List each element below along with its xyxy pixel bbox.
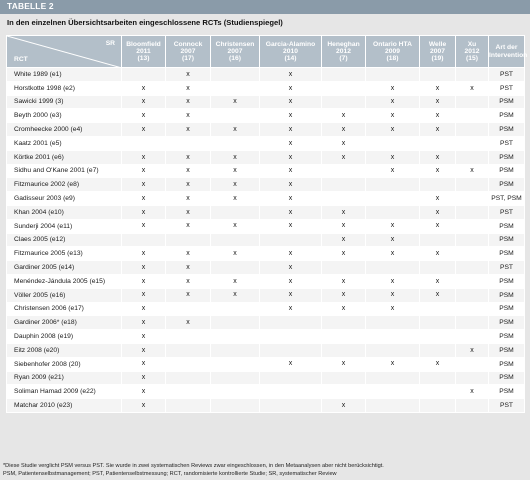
inclusion-cell: x	[456, 385, 489, 399]
study-cell: Völler 2005 (e16)	[7, 288, 122, 302]
footnote-asterisk: *Diese Studie verglicht PSM versus PST. Sie wurde in zwei systematischen Reviews zwar eingeschlossen, in den Metaanalysen aber nicht berücksichtigt.	[3, 463, 384, 469]
table-row	[7, 399, 525, 413]
inclusion-cell: x	[211, 95, 260, 109]
inclusion-cell: x	[322, 205, 366, 219]
inclusion-cell: x	[122, 123, 166, 137]
inclusion-cell: x	[260, 357, 322, 371]
inclusion-cell	[211, 316, 260, 330]
inclusion-cell	[166, 399, 211, 413]
inclusion-cell: x	[122, 81, 166, 95]
intervention-type-cell: PSM	[489, 95, 525, 109]
study-cell: Sunderji 2004 (e11)	[7, 219, 122, 233]
inclusion-cell: x	[166, 150, 211, 164]
review-header: Christensen 2007 (16)	[211, 36, 260, 68]
inclusion-cell: x	[166, 123, 211, 137]
inclusion-cell	[166, 343, 211, 357]
inclusion-cell	[211, 357, 260, 371]
inclusion-cell	[211, 385, 260, 399]
table-row	[7, 343, 525, 357]
inclusion-cell: x	[122, 371, 166, 385]
inclusion-cell	[456, 68, 489, 82]
inclusion-cell: x	[366, 81, 420, 95]
table-row	[7, 68, 525, 82]
inclusion-cell: x	[456, 164, 489, 178]
inclusion-cell	[260, 371, 322, 385]
inclusion-cell	[456, 399, 489, 413]
study-cell: Claes 2005 (e12)	[7, 233, 122, 247]
study-cell: Körtke 2001 (e6)	[7, 150, 122, 164]
inclusion-cell	[456, 330, 489, 344]
inclusion-cell: x	[122, 274, 166, 288]
inclusion-cell	[322, 164, 366, 178]
table-row	[7, 95, 525, 109]
intervention-type-cell: PSM	[489, 233, 525, 247]
inclusion-cell	[420, 178, 456, 192]
intervention-type-cell: PSM	[489, 330, 525, 344]
review-header: Xu 2012 (15)	[456, 36, 489, 68]
inclusion-cell	[366, 261, 420, 275]
inclusion-cell: x	[122, 288, 166, 302]
review-header: Bloomfield 2011 (13)	[122, 36, 166, 68]
inclusion-cell	[322, 81, 366, 95]
inclusion-cell	[166, 371, 211, 385]
inclusion-cell: x	[122, 150, 166, 164]
inclusion-cell: x	[122, 385, 166, 399]
inclusion-cell	[122, 233, 166, 247]
intervention-type-cell: PSM	[489, 150, 525, 164]
inclusion-cell	[366, 371, 420, 385]
inclusion-cell: x	[211, 274, 260, 288]
inclusion-cell	[420, 261, 456, 275]
inclusion-cell	[420, 385, 456, 399]
inclusion-cell: x	[420, 164, 456, 178]
table-row	[7, 261, 525, 275]
inclusion-cell	[260, 316, 322, 330]
inclusion-cell: x	[420, 109, 456, 123]
inclusion-cell: x	[260, 123, 322, 137]
inclusion-cell: x	[122, 95, 166, 109]
inclusion-cell	[366, 399, 420, 413]
study-cell: Beyth 2000 (e3)	[7, 109, 122, 123]
table-row	[7, 178, 525, 192]
inclusion-cell	[322, 261, 366, 275]
inclusion-cell	[211, 261, 260, 275]
review-header: Heneghan 2012 (7)	[322, 36, 366, 68]
table-row	[7, 385, 525, 399]
inclusion-cell: x	[420, 95, 456, 109]
header-diagonal-cell	[7, 36, 122, 68]
intervention-type-cell: PSM	[489, 385, 525, 399]
inclusion-cell: x	[166, 192, 211, 206]
inclusion-cell	[260, 330, 322, 344]
study-cell: Siebenhofer 2008 (20)	[7, 357, 122, 371]
inclusion-cell: x	[366, 164, 420, 178]
inclusion-cell	[260, 385, 322, 399]
inclusion-cell	[456, 371, 489, 385]
inclusion-cell: x	[322, 136, 366, 150]
intervention-type-cell: PSM	[489, 123, 525, 137]
inclusion-cell	[322, 343, 366, 357]
inclusion-cell: x	[166, 247, 211, 261]
study-cell: Matchar 2010 (e23)	[7, 399, 122, 413]
table-row	[7, 150, 525, 164]
intervention-type-cell: PSM	[489, 219, 525, 233]
inclusion-cell: x	[420, 274, 456, 288]
inclusion-cell	[211, 399, 260, 413]
inclusion-cell	[420, 233, 456, 247]
inclusion-cell: x	[260, 136, 322, 150]
study-cell: Gardiner 2005 (e14)	[7, 261, 122, 275]
inclusion-cell: x	[260, 68, 322, 82]
review-header: Connock 2007 (17)	[166, 36, 211, 68]
inclusion-cell	[456, 233, 489, 247]
table-label: TABELLE 2	[7, 1, 54, 11]
inclusion-cell: x	[122, 164, 166, 178]
inclusion-cell: x	[322, 274, 366, 288]
table-label-bar	[0, 0, 530, 14]
inclusion-cell: x	[260, 302, 322, 316]
study-cell: Kaatz 2001 (e5)	[7, 136, 122, 150]
study-cell: Fitzmaurice 2002 (e8)	[7, 178, 122, 192]
study-cell: Dauphin 2008 (e19)	[7, 330, 122, 344]
inclusion-cell	[366, 136, 420, 150]
inclusion-cell	[456, 261, 489, 275]
inclusion-cell: x	[260, 150, 322, 164]
inclusion-cell	[211, 233, 260, 247]
inclusion-cell: x	[211, 164, 260, 178]
inclusion-cell	[366, 192, 420, 206]
inclusion-cell	[166, 302, 211, 316]
inclusion-cell: x	[260, 109, 322, 123]
inclusion-cell	[456, 205, 489, 219]
inclusion-cell: x	[420, 81, 456, 95]
study-cell: Menéndez-Jándula 2005 (e15)	[7, 274, 122, 288]
inclusion-cell: x	[166, 164, 211, 178]
inclusion-cell	[260, 343, 322, 357]
inclusion-cell: x	[366, 123, 420, 137]
table-row	[7, 164, 525, 178]
inclusion-cell: x	[122, 302, 166, 316]
inclusion-cell: x	[211, 288, 260, 302]
inclusion-cell	[420, 371, 456, 385]
inclusion-cell: x	[260, 192, 322, 206]
table-row	[7, 205, 525, 219]
inclusion-cell: x	[122, 316, 166, 330]
study-cell: Horstkotte 1998 (e2)	[7, 81, 122, 95]
inclusion-cell: x	[122, 219, 166, 233]
inclusion-cell	[211, 109, 260, 123]
inclusion-cell: x	[166, 261, 211, 275]
header-row	[7, 36, 525, 68]
inclusion-cell: x	[456, 343, 489, 357]
inclusion-cell	[456, 192, 489, 206]
inclusion-cell	[456, 247, 489, 261]
inclusion-cell: x	[366, 219, 420, 233]
intervention-type-cell: PSM	[489, 247, 525, 261]
inclusion-cell	[456, 288, 489, 302]
review-header: Ontario HTA 2009 (18)	[366, 36, 420, 68]
intervention-type-cell: PSM	[489, 316, 525, 330]
table-row	[7, 136, 525, 150]
inclusion-cell	[456, 109, 489, 123]
inclusion-cell	[456, 274, 489, 288]
inclusion-cell	[260, 399, 322, 413]
intervention-type-cell: PST	[489, 68, 525, 82]
inclusion-cell	[366, 316, 420, 330]
inclusion-cell: x	[166, 95, 211, 109]
inclusion-cell	[366, 68, 420, 82]
inclusion-cell: x	[122, 205, 166, 219]
inclusion-cell: x	[322, 233, 366, 247]
inclusion-cell	[322, 371, 366, 385]
study-cell: Christensen 2006 (e17)	[7, 302, 122, 316]
inclusion-cell: x	[366, 95, 420, 109]
study-cell: Sidhu and O'Kane 2001 (e7)	[7, 164, 122, 178]
study-cell: Fitzmaurice 2005 (e13)	[7, 247, 122, 261]
inclusion-cell	[211, 81, 260, 95]
table-row	[7, 219, 525, 233]
intervention-type-cell: PST	[489, 81, 525, 95]
inclusion-cell: x	[366, 109, 420, 123]
inclusion-cell: x	[166, 109, 211, 123]
inclusion-cell	[211, 371, 260, 385]
inclusion-cell	[166, 136, 211, 150]
inclusion-cell: x	[322, 219, 366, 233]
inclusion-cell: x	[122, 357, 166, 371]
inclusion-cell: x	[122, 261, 166, 275]
inclusion-cell: x	[211, 247, 260, 261]
inclusion-cell	[122, 68, 166, 82]
table-row	[7, 109, 525, 123]
table-row	[7, 123, 525, 137]
inclusion-cell: x	[322, 302, 366, 316]
inclusion-cell: x	[260, 247, 322, 261]
inclusion-cell	[456, 123, 489, 137]
inclusion-cell: x	[260, 81, 322, 95]
inclusion-cell	[166, 330, 211, 344]
inclusion-cell	[366, 330, 420, 344]
table-row	[7, 81, 525, 95]
inclusion-cell: x	[322, 288, 366, 302]
inclusion-cell: x	[211, 150, 260, 164]
table-row	[7, 288, 525, 302]
inclusion-cell: x	[322, 247, 366, 261]
inclusion-cell	[456, 357, 489, 371]
inclusion-cell: x	[420, 247, 456, 261]
table-body	[7, 68, 525, 413]
inclusion-cell: x	[322, 357, 366, 371]
inclusion-cell: x	[260, 178, 322, 192]
inclusion-cell	[366, 205, 420, 219]
inclusion-cell: x	[420, 150, 456, 164]
intervention-type-cell: PST	[489, 205, 525, 219]
inclusion-cell: x	[260, 288, 322, 302]
inclusion-cell: x	[122, 399, 166, 413]
inclusion-cell: x	[366, 302, 420, 316]
inclusion-cell: x	[420, 123, 456, 137]
inclusion-cell: x	[122, 330, 166, 344]
inclusion-cell	[166, 233, 211, 247]
inclusion-cell	[456, 178, 489, 192]
inclusion-cell: x	[211, 219, 260, 233]
table-row	[7, 330, 525, 344]
study-table	[6, 35, 528, 413]
inclusion-cell	[166, 385, 211, 399]
rct-label: RCT	[14, 55, 28, 63]
study-cell: Khan 2004 (e10)	[7, 205, 122, 219]
inclusion-cell: x	[366, 150, 420, 164]
inclusion-cell	[366, 385, 420, 399]
table-row	[7, 357, 525, 371]
inclusion-cell	[211, 205, 260, 219]
inclusion-cell: x	[260, 205, 322, 219]
inclusion-cell: x	[166, 205, 211, 219]
study-cell: Cromheecke 2000 (e4)	[7, 123, 122, 137]
inclusion-cell	[366, 178, 420, 192]
intervention-type-cell: PSM	[489, 357, 525, 371]
study-cell: White 1989 (e1)	[7, 68, 122, 82]
study-cell: Eitz 2008 (e20)	[7, 343, 122, 357]
inclusion-cell: x	[420, 205, 456, 219]
type-header: Art der Intervention	[489, 36, 525, 68]
table-row	[7, 302, 525, 316]
inclusion-cell	[122, 136, 166, 150]
inclusion-cell	[456, 136, 489, 150]
intervention-type-cell: PSM	[489, 274, 525, 288]
inclusion-cell	[322, 330, 366, 344]
intervention-type-cell: PST	[489, 136, 525, 150]
inclusion-cell: x	[122, 178, 166, 192]
inclusion-cell: x	[122, 109, 166, 123]
inclusion-cell	[366, 343, 420, 357]
inclusion-cell: x	[322, 399, 366, 413]
inclusion-cell	[420, 302, 456, 316]
inclusion-cell	[322, 178, 366, 192]
intervention-type-cell: PST, PSM	[489, 192, 525, 206]
inclusion-cell: x	[211, 123, 260, 137]
inclusion-cell: x	[166, 219, 211, 233]
inclusion-cell	[322, 95, 366, 109]
inclusion-cell: x	[166, 274, 211, 288]
inclusion-cell: x	[260, 95, 322, 109]
inclusion-cell	[322, 385, 366, 399]
table-row	[7, 274, 525, 288]
table-row	[7, 247, 525, 261]
study-cell: Ryan 2009 (e21)	[7, 371, 122, 385]
inclusion-cell	[211, 330, 260, 344]
table-row	[7, 192, 525, 206]
inclusion-cell	[456, 150, 489, 164]
inclusion-cell: x	[260, 164, 322, 178]
inclusion-cell	[322, 68, 366, 82]
inclusion-cell	[211, 302, 260, 316]
inclusion-cell: x	[122, 247, 166, 261]
inclusion-cell: x	[420, 357, 456, 371]
inclusion-cell: x	[366, 274, 420, 288]
inclusion-cell: x	[211, 192, 260, 206]
inclusion-cell: x	[260, 261, 322, 275]
inclusion-cell	[166, 357, 211, 371]
inclusion-cell: x	[122, 192, 166, 206]
inclusion-cell	[456, 302, 489, 316]
study-cell: Soliman Hamad 2009 (e22)	[7, 385, 122, 399]
inclusion-cell: x	[366, 357, 420, 371]
table-row	[7, 371, 525, 385]
intervention-type-cell: PSM	[489, 288, 525, 302]
inclusion-cell	[456, 316, 489, 330]
inclusion-cell: x	[166, 288, 211, 302]
inclusion-cell	[420, 343, 456, 357]
study-cell: Sawicki 1999 (3)	[7, 95, 122, 109]
inclusion-cell	[420, 316, 456, 330]
inclusion-cell: x	[166, 81, 211, 95]
intervention-type-cell: PST	[489, 261, 525, 275]
intervention-type-cell: PSM	[489, 109, 525, 123]
intervention-type-cell: PSM	[489, 178, 525, 192]
inclusion-cell: x	[260, 274, 322, 288]
inclusion-cell	[322, 316, 366, 330]
study-cell: Gardiner 2006* (e18)	[7, 316, 122, 330]
study-cell: Gadisseur 2003 (e9)	[7, 192, 122, 206]
inclusion-cell: x	[366, 247, 420, 261]
table-caption: In den einzelnen Übersichtsarbeiten eingeschlossene RCTs (Studienspiegel)	[7, 18, 283, 27]
inclusion-cell	[420, 68, 456, 82]
footnote-abbreviations: PSM, Patientenselbstmanagement; PST, Patientenselbstmessung; RCT, randomisierte kontrollierte Studie; SR, systematischer Review	[3, 471, 337, 477]
inclusion-cell	[456, 219, 489, 233]
inclusion-cell	[322, 192, 366, 206]
inclusion-cell	[211, 343, 260, 357]
inclusion-cell: x	[420, 219, 456, 233]
table-row	[7, 316, 525, 330]
inclusion-cell	[260, 233, 322, 247]
inclusion-cell: x	[420, 192, 456, 206]
inclusion-cell: x	[211, 178, 260, 192]
sr-label: SR	[105, 40, 115, 47]
inclusion-cell: x	[122, 343, 166, 357]
inclusion-cell: x	[322, 109, 366, 123]
inclusion-cell: x	[322, 150, 366, 164]
intervention-type-cell: PSM	[489, 343, 525, 357]
intervention-type-cell: PSM	[489, 371, 525, 385]
inclusion-cell: x	[366, 288, 420, 302]
inclusion-cell: x	[260, 219, 322, 233]
inclusion-cell	[211, 68, 260, 82]
inclusion-cell: x	[420, 288, 456, 302]
inclusion-cell	[420, 136, 456, 150]
inclusion-cell	[420, 399, 456, 413]
inclusion-cell: x	[166, 178, 211, 192]
inclusion-cell	[456, 95, 489, 109]
table-row	[7, 233, 525, 247]
inclusion-cell: x	[366, 233, 420, 247]
review-header: Welle 2007 (19)	[420, 36, 456, 68]
intervention-type-cell: PSM	[489, 302, 525, 316]
intervention-type-cell: PST	[489, 399, 525, 413]
review-header: Garcia-Alamino 2010 (14)	[260, 36, 322, 68]
intervention-type-cell: PSM	[489, 164, 525, 178]
inclusion-cell: x	[322, 123, 366, 137]
inclusion-cell	[211, 136, 260, 150]
inclusion-cell	[420, 330, 456, 344]
inclusion-cell: x	[456, 81, 489, 95]
inclusion-cell: x	[166, 68, 211, 82]
inclusion-cell: x	[166, 316, 211, 330]
